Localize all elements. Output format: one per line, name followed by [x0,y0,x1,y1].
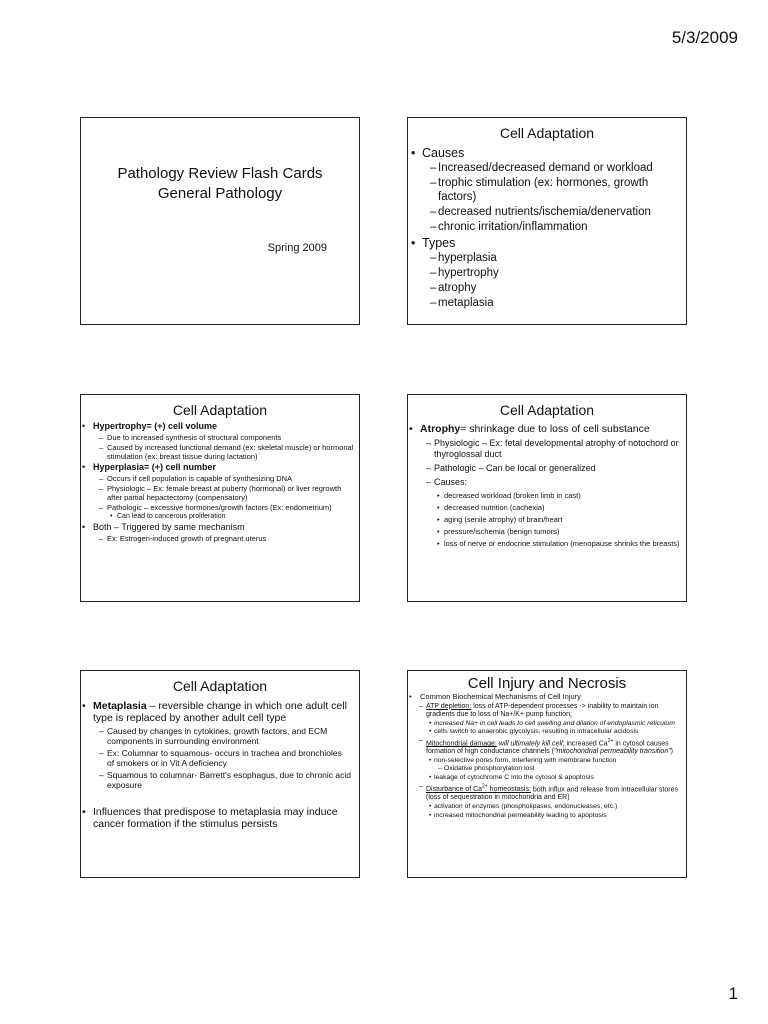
bullet: • Both – Triggered by same mechanism [81,522,355,533]
deck-subtitle: Spring 2009 [267,242,327,254]
heading [426,783,531,794]
slide-atrophy [407,394,687,602]
sub-bullet: – Ex: Estrogen-induced growth of pregnant uterus [81,534,355,543]
term: Hyperplasia [93,462,145,472]
sub-bullet [408,783,682,802]
bullet: • Influences that predispose to metaplasia may induce cancer formation if the stimulus persists [81,806,351,830]
term: Atrophy [420,423,461,435]
sub-sub-bullet: • increased Na+ in cell leads to cell swelling and dilation of endoplasmic reticulum [408,720,682,728]
heading: Mitochondrial damage: [426,740,497,748]
slide-body [81,694,359,830]
sub-sub-bullet: • pressure/ischemia (benign tumors) [408,527,680,536]
slide-body [408,141,686,310]
sub-bullet: – Physiologic – Ex: female breast at puberty (hormonal) or liver regrowth after partial hepactectomy (compensatory) [81,484,355,502]
slide-body [408,418,686,548]
text: ; increased Ca [562,740,608,748]
sub-bullet: – Pathologic – Can be local or generalized [408,463,680,474]
sub-bullet: – Due to increased synthesis of structural components [81,433,355,442]
sub-bullet: – Physiologic – Ex: fetal developmental atrophy of notochord or thyroglossal duct [408,438,680,460]
definition: = shrinkage due to loss of cell substance [460,423,650,435]
definition: = (+) cell number [144,462,217,472]
bullet: • Types [410,236,680,250]
slide-hypertrophy-hyperplasia [80,394,360,602]
text: loss of ATP-dependent processes -> inability to maintain ion gradients due to loss of Na+/K+ pump function; [426,702,659,718]
bullet: • Common Biochemical Mechanisms of Cell Injury [408,693,682,702]
sub-bullet: – hypertrophy [410,266,680,280]
superscript: 2+ [607,738,614,745]
term: Hypertrophy [93,421,147,431]
bullet [81,421,355,432]
bullet [81,700,351,724]
sub-bullet: – Squamous to columnar- Barrett's esophagus, due to chronic acid exposure [81,770,351,790]
sub-bullet: – metaplasia [410,296,680,310]
sub-sub-bullet: • activation of enzymes (phospholipases, endonucleases, etc.) [408,803,682,811]
slide-metaplasia [80,670,360,878]
slide-body [408,692,686,820]
sub-bullet [408,737,682,756]
text: will ultimately kill cell [496,740,563,748]
deck-title-line2: General Pathology [157,185,283,202]
sub-bullet: – hyperplasia [410,251,680,265]
sub-sub-bullet: • decreased workload (broken limb in cast) [408,491,680,500]
slide-cell-injury [407,670,687,878]
superscript: 2+ [482,783,488,790]
definition: = (+) cell volume [146,421,218,431]
slide-title-text: Cell Adaptation [499,125,595,141]
bullet: • Causes [410,146,680,160]
term: Metaplasia [93,700,147,712]
sub-bullet: – chronic irritation/inflammation [410,220,680,234]
sub-bullet: – Increased/decreased demand or workload [410,161,680,175]
deck-title [81,164,359,204]
sub-sub-bullet: • cells switch to anaerobic glycolysis, resulting in intracellular acidosis [408,728,682,736]
sub-sub-sub-bullet: – Oxidative phosphorylation lost [408,765,682,773]
definition: – reversible change in which one adult cell type is replaced by another adult cell type [93,700,347,724]
sub-bullet: – Causes: [408,477,680,488]
text: in cytosol causes formation of high conductance channels ( [426,740,669,756]
sub-sub-bullet: • aging (senile atrophy) of brain/heart [408,515,680,524]
sub-bullet: – Pathologic – excessive hormones/growth factors (Ex: endometrium) [81,503,355,512]
sub-bullet: – Caused by changes in cytokines, growth factors, and ECM components in surrounding environment [81,726,351,746]
text: homeostasis: [487,786,531,794]
sub-sub-bullet: • decreased nutrition (cachexia) [408,503,680,512]
text: ) [670,748,674,756]
sub-bullet: – trophic stimulation (ex: hormones, growth factors) [410,176,680,204]
sub-sub-bullet: • increased mitochondrial permeability leading to apoptosis [408,812,682,820]
sub-bullet: – Ex: Columnar to squamous- occurs in trachea and bronchioles of smokers or in Vit A deficiency [81,748,351,768]
sub-sub-bullet: • loss of nerve or endocrine stimulation (menopause shrinks the breasts) [408,539,680,548]
bullet [81,462,355,473]
header-date: 5/3/2009 [671,28,738,47]
sub-bullet [408,703,682,719]
text: both influx and release from intracellular stores (loss of sequestration in mitochondria and ER) [426,786,678,802]
slide-title-text: Cell Adaptation [172,402,268,418]
text: "mitochondrial permeability transition" [554,748,671,756]
bullet [408,423,680,435]
page-number: 1 [728,984,738,1003]
sub-sub-bullet: • leakage of cytochrome C into the cytosol & apoptosis [408,774,682,782]
text: Disturbance of Ca [426,786,483,794]
slide-cell-adaptation-causes [407,117,687,325]
heading: ATP depletion: [426,702,472,710]
slide-title-text: Cell Injury and Necrosis [467,675,627,692]
sub-bullet: – Occurs if cell population is capable of synthesizing DNA [81,474,355,483]
slide-title-text: Cell Adaptation [172,678,268,694]
sub-sub-bullet: • Can lead to cancerous proliferation [81,512,355,521]
sub-bullet: – Caused by increased functional demand (ex: skeletal muscle) or hormonal stimulation (ex: breast tissue during lactation) [81,443,355,461]
slide-title [80,117,360,325]
sub-bullet: – atrophy [410,281,680,295]
sub-sub-bullet: • non-selective pores form, interfering with membrane function [408,757,682,765]
slide-title-text: Cell Adaptation [499,402,595,418]
deck-title-line1: Pathology Review Flash Cards [117,165,323,182]
sub-bullet: – decreased nutrients/ischemia/denervation [410,205,680,219]
slide-body [81,418,359,543]
